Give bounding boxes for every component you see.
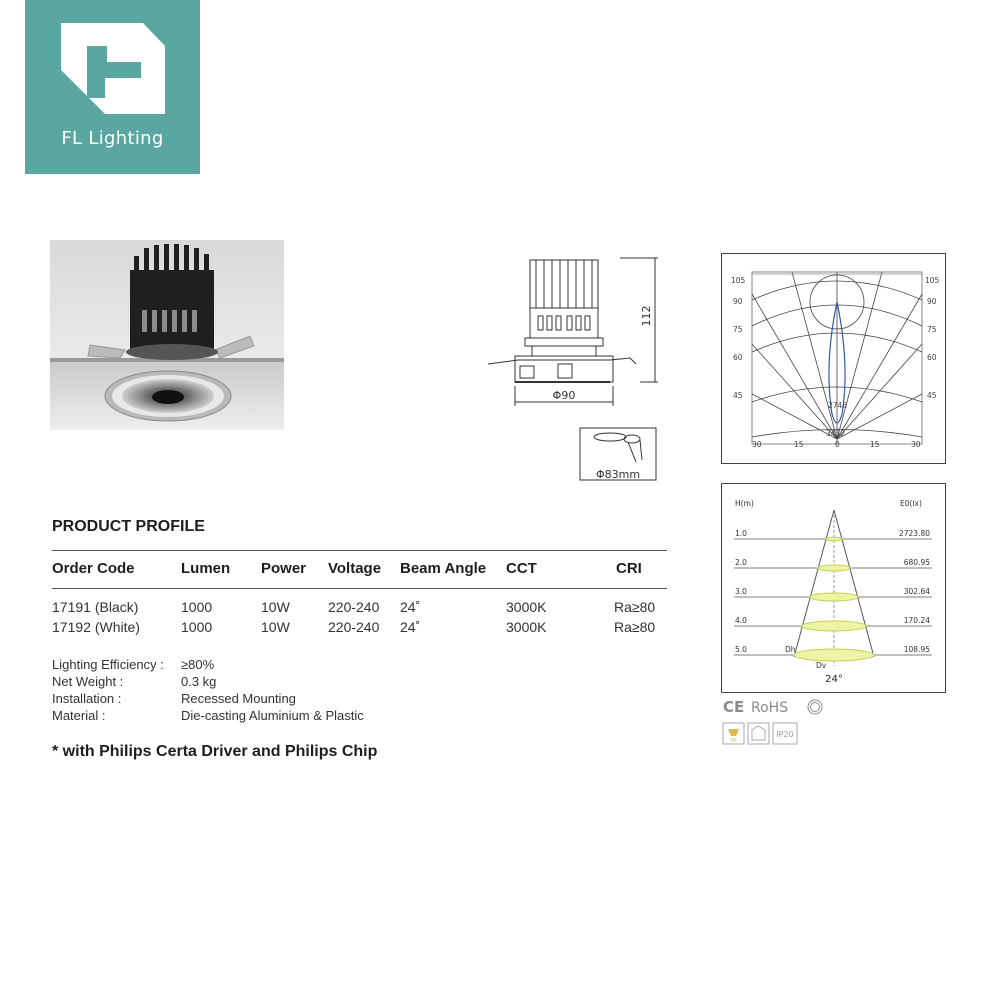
brand-name: FL Lighting [61, 128, 164, 149]
product-photo [50, 240, 284, 430]
voltage-cell: 220-240 [328, 619, 380, 635]
spec-label: Material : [52, 708, 106, 723]
width-dimension: Φ90 [552, 389, 576, 402]
profile-heading: PRODUCT PROFILE [52, 518, 205, 535]
polar-right-scale: 105 [925, 276, 940, 285]
polar-bottom-scale: 15 [794, 440, 804, 449]
spec-value: ≥80% [181, 657, 215, 672]
certifications [722, 696, 837, 746]
polar-right-scale: 45 [927, 391, 937, 400]
table-top-divider [52, 550, 667, 551]
header-beam-angle: Beam Angle [400, 560, 487, 577]
cutout-dimension: Φ83mm [595, 468, 641, 481]
cone-lux-value: 2723.80 [898, 529, 930, 538]
cone-height-value: 5.0 [735, 645, 747, 654]
beam-angle-cell: 24˚ [400, 599, 421, 615]
polar-bottom-scale: 30 [752, 440, 762, 449]
spec-value: Die-casting Aluminium & Plastic [181, 708, 364, 723]
driver-icon [748, 723, 769, 744]
polar-ring-value: 2746 [828, 401, 848, 410]
ce-mark-icon: CE [723, 698, 745, 716]
height-dimension: 112 [640, 305, 653, 327]
ip-rating-text: IP20 [776, 730, 794, 739]
polar-bottom-scale: 0 [835, 440, 840, 449]
table-header-divider [52, 588, 667, 589]
polar-right-scale: 75 [927, 325, 937, 334]
header-voltage: Voltage [328, 560, 382, 577]
spec-value: 0.3 kg [181, 674, 217, 689]
polar-ring-value: 3432 [826, 429, 846, 438]
illuminance-cone-diagram [721, 483, 946, 693]
polar-bottom-scale: 30 [911, 440, 921, 449]
cone-height-value: 1.0 [735, 529, 747, 538]
cone-height-value: 3.0 [735, 587, 747, 596]
voltage-cell: 220-240 [328, 599, 380, 615]
header-cct: CCT [506, 560, 537, 577]
cone-height-value: 4.0 [735, 616, 747, 625]
rohs-mark-icon: RoHS [751, 700, 789, 716]
lux-header: E0(lx) [900, 499, 922, 508]
lumen-cell: 1000 [181, 619, 213, 635]
polar-distribution-diagram [721, 253, 946, 464]
lumen-cell: 1000 [181, 599, 213, 615]
header-power: Power [261, 560, 307, 577]
height-header: H(m) [735, 499, 754, 508]
power-cell: 10W [261, 599, 290, 615]
beam-angle-label: 24° [825, 674, 843, 685]
polar-left-scale: 60 [733, 353, 743, 362]
polar-left-scale: 75 [733, 325, 743, 334]
power-cell: 10W [261, 619, 290, 635]
dv-label: Dv [816, 661, 827, 670]
cct-cell: 3000K [506, 619, 547, 635]
cri-cell: Ra≥80 [614, 619, 656, 635]
polar-right-scale: 60 [927, 353, 937, 362]
cone-lux-value: 108.95 [903, 645, 930, 654]
brand-logo [25, 0, 200, 174]
order-code-cell: 17191 (Black) [52, 599, 139, 615]
polar-right-scale: 90 [927, 297, 937, 306]
polar-left-scale: 45 [733, 391, 743, 400]
recessed-mount-icon [723, 723, 744, 744]
cri-cell: Ra≥80 [614, 599, 656, 615]
driver-note: * with Philips Certa Driver and Philips Chip [52, 743, 378, 760]
cone-lux-value: 302.64 [903, 587, 930, 596]
cct-cell: 3000K [506, 599, 547, 615]
header-cri: CRI [616, 560, 642, 577]
spec-label: Lighting Efficiency : [52, 657, 164, 672]
beam-angle-cell: 24˚ [400, 619, 421, 635]
ccc-mark-icon [808, 700, 822, 714]
header-lumen: Lumen [181, 560, 231, 577]
polar-bottom-scale: 15 [870, 440, 880, 449]
polar-left-scale: 90 [733, 297, 743, 306]
polar-left-scale: 105 [731, 276, 746, 285]
dh-label: Dh [785, 645, 796, 654]
spec-label: Net Weight : [52, 674, 124, 689]
header-order-code: Order Code [52, 560, 135, 577]
order-code-cell: 17192 (White) [52, 619, 140, 635]
spec-value: Recessed Mounting [181, 691, 296, 706]
ip-rating-badge [773, 723, 797, 744]
dimension-drawing [480, 250, 670, 485]
cone-lux-value: 680.95 [903, 558, 930, 567]
cone-height-value: 2.0 [735, 558, 747, 567]
spec-label: Installation : [52, 691, 122, 706]
cone-lux-value: 170.24 [903, 616, 930, 625]
